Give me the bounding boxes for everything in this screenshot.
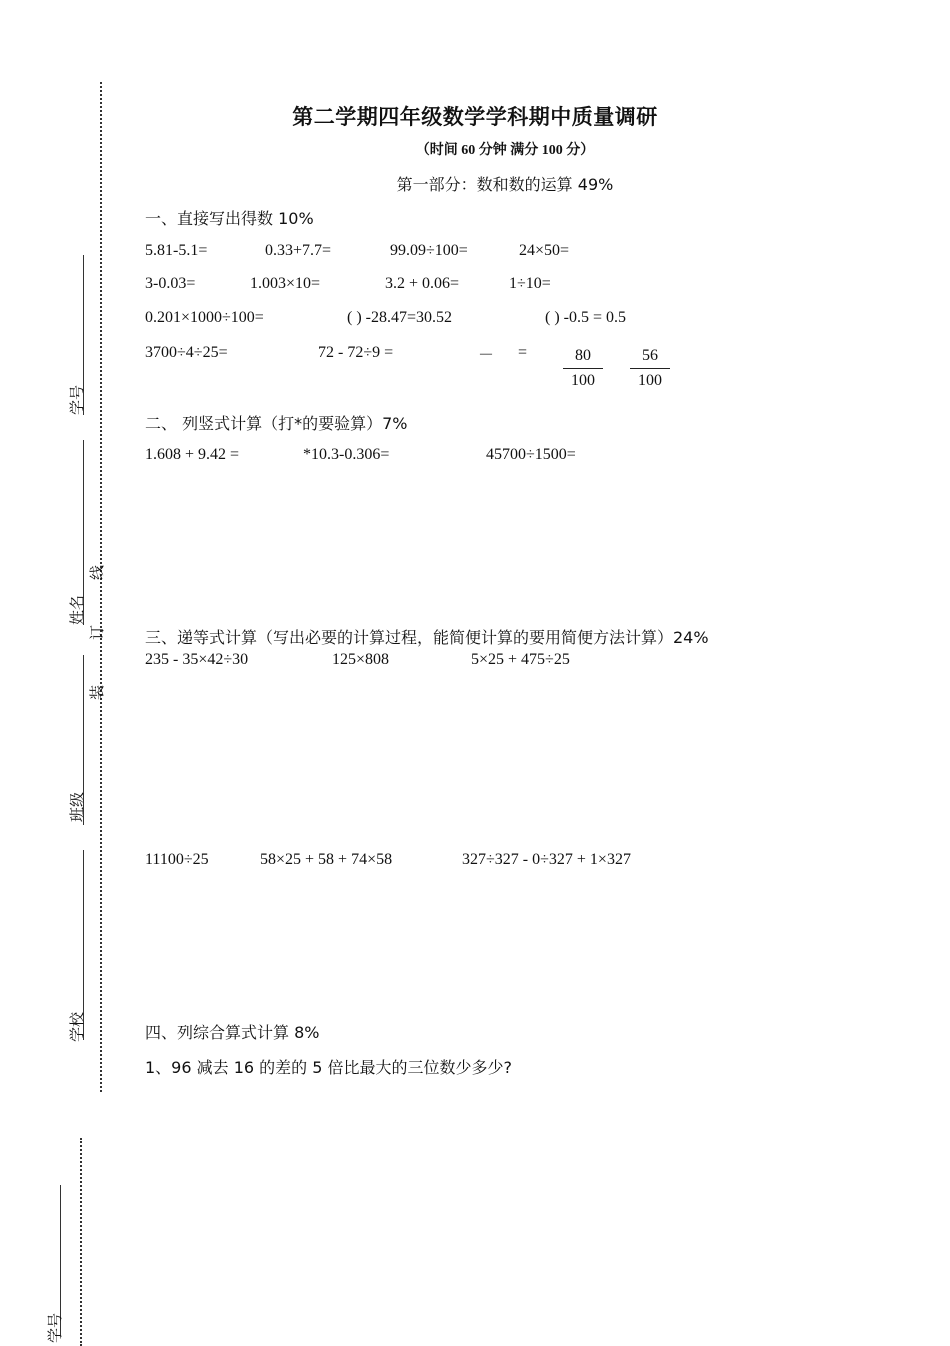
- problem: *10.3-0.306=: [303, 446, 390, 463]
- binding-word-line: 线: [88, 564, 106, 580]
- section-1-title: 一、直接写出得数 10%: [145, 209, 314, 228]
- problem: 1.608 + 9.42 =: [145, 446, 240, 463]
- part-heading: 第一部分：数和数的运算 49%: [396, 175, 614, 194]
- problem: 327÷327 - 0÷327 + 1×327: [462, 851, 631, 868]
- problem: =: [518, 344, 528, 361]
- margin-label-student-id: 学号: [68, 384, 86, 415]
- fraction: [563, 347, 603, 390]
- problem: 5.81-5.1=: [145, 242, 208, 259]
- problem: ( ) -28.47=30.52: [347, 309, 453, 326]
- problem: 99.09÷100=: [390, 242, 468, 259]
- problem: 11100÷25: [145, 851, 209, 868]
- problem: 5×25 + 475÷25: [471, 651, 570, 668]
- problem: 58×25 + 58 + 74×58: [260, 851, 393, 868]
- section-2-title: 二、 列竖式计算（打*的要验算）7%: [145, 414, 408, 433]
- problem: 24×50=: [519, 242, 570, 259]
- fraction-numerator: 56: [630, 347, 670, 369]
- problem: 1÷10=: [509, 275, 551, 292]
- problem: 235 - 35×42÷30: [145, 651, 249, 668]
- problem: 3700÷4÷25=: [145, 344, 228, 361]
- binding-word-bind: 装: [88, 684, 106, 700]
- problem: 125×808: [332, 651, 390, 668]
- margin-label-class: 班级: [68, 791, 86, 822]
- problem: 3-0.03=: [145, 275, 196, 292]
- problem: －: [478, 347, 495, 364]
- bottom-label-student-id: 学号: [46, 1312, 64, 1343]
- fraction-denominator: 100: [638, 372, 662, 389]
- binding-dotted-line: [100, 82, 102, 1092]
- problem: 3.2 + 0.06=: [385, 275, 460, 292]
- section-3-title: 三、递等式计算（写出必要的计算过程，能简便计算的要用简便方法计算）24%: [145, 628, 709, 647]
- bottom-dotted-line: [80, 1138, 82, 1346]
- fraction-numerator: 80: [563, 347, 603, 369]
- problem: ( ) -0.5 = 0.5: [545, 309, 627, 326]
- margin-label-school: 学校: [68, 1011, 86, 1042]
- page-title: 第二学期四年级数学学科期中质量调研: [292, 105, 658, 129]
- problem: 72 - 72÷9 =: [318, 344, 394, 361]
- problem: 1.003×10=: [250, 275, 321, 292]
- fraction-denominator: 100: [571, 372, 595, 389]
- page-subtitle: （时间 60 分钟 满分 100 分）: [415, 143, 595, 158]
- fraction: [630, 347, 670, 390]
- problem: 0.201×1000÷100=: [145, 309, 264, 326]
- binding-word-staple: 订: [88, 624, 106, 640]
- margin-label-name: 姓名: [68, 594, 86, 625]
- section-4-title: 四、列综合算式计算 8%: [145, 1023, 320, 1042]
- problem: 45700÷1500=: [486, 446, 576, 463]
- problem: 0.33+7.7=: [265, 242, 332, 259]
- section-4-question-1: 1、96 减去 16 的差的 5 倍比最大的三位数少多少?: [145, 1058, 513, 1077]
